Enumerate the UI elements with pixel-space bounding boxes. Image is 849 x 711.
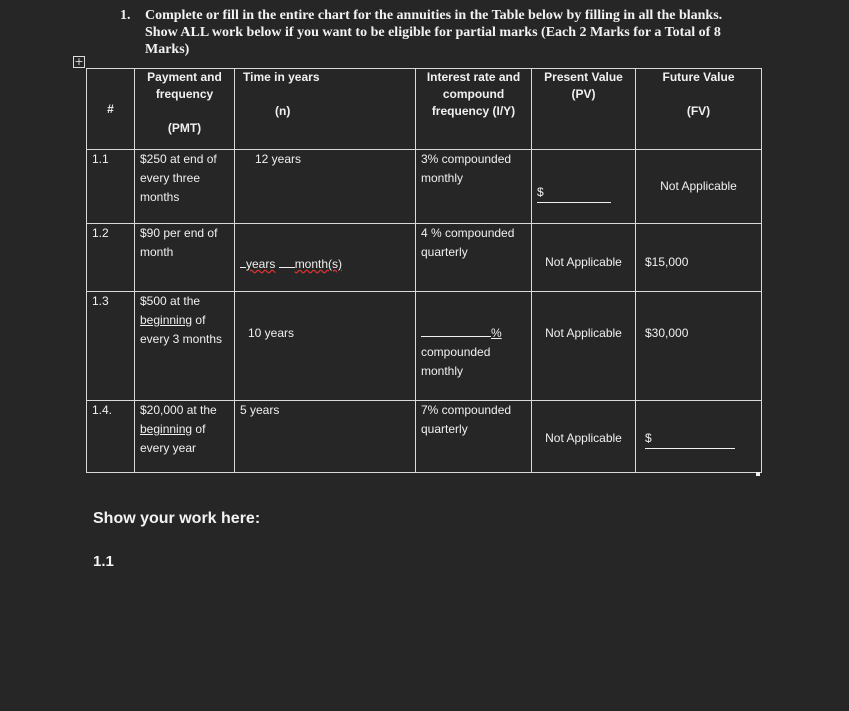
show-work-heading: Show your work here: (93, 510, 261, 527)
row-interest: 7% compounded quarterly (416, 401, 532, 473)
header-payment (135, 69, 235, 150)
row-fv: $15,000 (636, 224, 762, 292)
fv-answer-blank[interactable]: $ (645, 429, 735, 449)
row-time-blanks[interactable] (235, 224, 416, 292)
row-time: 10 years (235, 292, 416, 401)
question-text (120, 7, 745, 58)
row-pv: Not Applicable (532, 292, 636, 401)
table-row (87, 401, 762, 473)
header-num: # (87, 69, 135, 150)
header-fv-label: Future Value (662, 70, 735, 84)
table-header-row (87, 69, 762, 150)
payment-text-b: beginning (140, 313, 193, 327)
question-number: 1. (120, 8, 131, 23)
row-payment (135, 292, 235, 401)
row-num: 1.3 (87, 292, 135, 401)
row-num: 1.4. (87, 401, 135, 473)
row-payment: $90 per end of month (135, 224, 235, 292)
table-row (87, 224, 762, 292)
row-pv: Not Applicable (532, 224, 636, 292)
header-time-label: Time in years (243, 70, 320, 84)
row-time: 12 years (235, 150, 416, 224)
row-interest[interactable] (416, 292, 532, 401)
row-interest: 4 % compounded quarterly (416, 224, 532, 292)
header-fv (636, 69, 762, 150)
annuity-table (86, 68, 762, 473)
row-num: 1.2 (87, 224, 135, 292)
row-pv-blank[interactable] (532, 150, 636, 224)
payment-text-a: $500 at the (140, 294, 201, 308)
header-pv: Present Value (PV) (532, 69, 636, 150)
header-payment-sub: (PMT) (167, 121, 202, 135)
header-fv-sub: (FV) (686, 104, 711, 118)
table-move-handle-icon[interactable]: + (74, 55, 84, 68)
interest-rest: compounded monthly (421, 345, 491, 378)
payment-text-c: of every 3 months (140, 313, 223, 346)
work-sub-heading: 1.1 (93, 553, 114, 570)
header-time (235, 69, 416, 150)
table-row (87, 292, 762, 401)
payment-text-a: $20,000 at the (140, 403, 217, 417)
pv-answer-blank[interactable]: $ (537, 183, 611, 203)
years-label: years (246, 257, 276, 271)
row-fv: $30,000 (636, 292, 762, 401)
row-fv-blank[interactable] (636, 401, 762, 473)
header-interest: Interest rate and compound frequency (I/Y) (416, 69, 532, 150)
row-time: 5 years (235, 401, 416, 473)
months-label: month(s) (294, 257, 343, 271)
row-payment: $250 at end of every three months (135, 150, 235, 224)
header-time-sub: (n) (275, 104, 291, 118)
row-payment (135, 401, 235, 473)
table-row (87, 150, 762, 224)
payment-text-c: of every year (140, 422, 206, 455)
table-resize-handle[interactable] (756, 472, 760, 476)
row-pv: Not Applicable (532, 401, 636, 473)
months-blank[interactable] (279, 267, 295, 268)
percent-sign: % (491, 326, 502, 340)
row-fv: Not Applicable (636, 150, 762, 224)
question-body: Complete or fill in the entire chart for the annuities in the Table below by filling in all the blanks. Show ALL work below if you want to be eligible for partial marks (Each 2 Marks for a Total of 8 Marks) (145, 8, 723, 57)
rate-answer-blank[interactable] (421, 336, 491, 337)
row-num: 1.1 (87, 150, 135, 224)
row-interest: 3% compounded monthly (416, 150, 532, 224)
payment-text-b: beginning (140, 422, 193, 436)
header-payment-label: Payment and frequency (147, 70, 222, 101)
